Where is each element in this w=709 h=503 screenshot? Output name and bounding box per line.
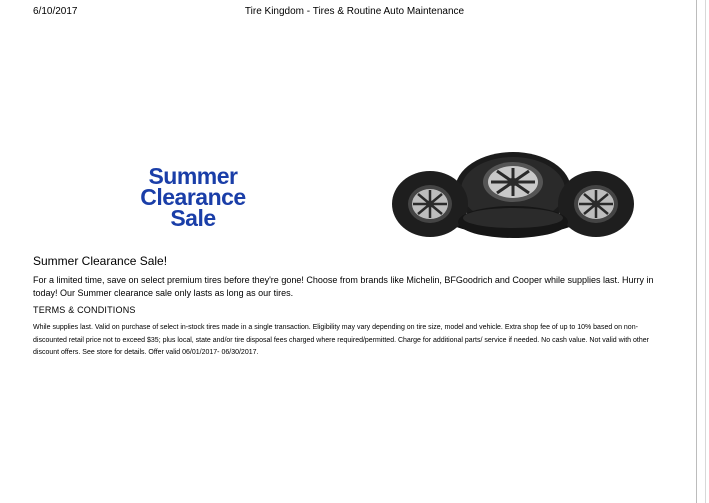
banner-line-1: Summer xyxy=(148,163,238,189)
print-header-title: Tire Kingdom - Tires & Routine Auto Maintenance xyxy=(244,6,465,17)
banner-line-3: Sale xyxy=(170,205,216,231)
terms-title: TERMS & CONDITIONS xyxy=(33,305,136,315)
tire-front xyxy=(458,206,568,238)
tire-right xyxy=(558,171,634,237)
tire-left xyxy=(392,171,468,237)
terms-body: While supplies last. Valid on purchase of select in-stock tires made in a single transaction. Eligibility may vary depending on tire size, model and vehicle. Extra shop fee of up to 10% based on non-discounted retail price not to exceed $35; plus local, state and/or tire disposal fees charged where required/permitted. Charge for additional parts/ service if needed. No cash value. Not valid with other discount offers. See store for details. Offer valid 06/01/2017- 06/30/2017. xyxy=(33,324,649,356)
offer-intro: For a limited time, save on select premium tires before they're gone! Choose from brands like Michelin, BFGoodrich and Cooper while supplies last. Hurry in today! Our Summer clearance sale only lasts as long as our tires. xyxy=(33,275,654,298)
banner-headline xyxy=(88,163,298,231)
banner-line-2: Clearance xyxy=(140,184,246,210)
offer-heading: Summer Clearance Sale! xyxy=(33,254,168,268)
tires-image xyxy=(388,152,638,242)
page-edge-line-outer xyxy=(705,0,706,503)
page-edge-line xyxy=(696,0,697,503)
print-header-date: 6/10/2017 xyxy=(33,6,78,17)
